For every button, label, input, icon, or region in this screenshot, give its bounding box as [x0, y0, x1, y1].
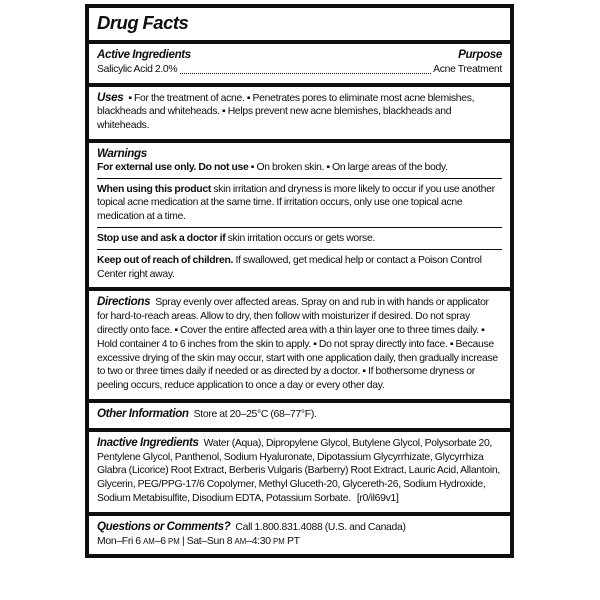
- active-ingredient-name: Salicylic Acid 2.0%: [97, 63, 178, 75]
- questions-hours: [97, 535, 502, 549]
- directions-section: [89, 291, 510, 399]
- inactive-ingredients-paragraph: [97, 436, 502, 506]
- warnings-keep-out-lead: Keep out of reach of children.: [97, 254, 236, 266]
- warnings-external-use: [97, 161, 502, 175]
- purpose-heading: Purpose: [458, 48, 502, 61]
- directions-heading: Directions: [97, 295, 151, 309]
- lot-code: [r0/il69v1]: [356, 492, 399, 504]
- other-information-paragraph: [97, 407, 502, 422]
- hours-weekend: | Sat–Sun 8: [179, 535, 235, 547]
- uses-paragraph: [97, 91, 502, 133]
- hours-dash-2: –4:30: [246, 535, 274, 547]
- warnings-when-using: [97, 183, 502, 224]
- questions-heading: Questions or Comments?: [97, 519, 231, 533]
- inactive-ingredients-body: Water (Aqua), Dipropylene Glycol, Butylene Glycol, Polysorbate 20, Pentylene Glycol, Panthenol, Sodium Hyaluronate, Dipotassium Glycyrrhizate, Glycyrrhiza Glabra (Licorice) Root Extract, Berberis Vulgaris (Barberry) Root Extract, Lauric Acid, Allantoin, Glycerin, PEG/PPG-17/6 Copolymer, Methyl Gluceth-20, Glycereth-26, Sodium Hydroxide, Sodium Metabisulfite, Disodium EDTA, Potassium Sorbate.: [97, 437, 500, 504]
- drug-facts-label: [85, 4, 514, 558]
- warnings-heading: Warnings: [97, 146, 147, 160]
- hours-pm-1: PM: [168, 536, 180, 546]
- warnings-when-using-lead: When using this product: [97, 183, 214, 195]
- questions-phone: Call 1.800.831.4088 (U.S. and Canada): [235, 521, 406, 533]
- uses-body: ▪ For the treatment of acne. ▪ Penetrates pores to eliminate most acne blemishes, blackheads and whiteheads. ▪ Helps prevent new acne blemishes, blackheads and whiteheads.: [97, 92, 475, 132]
- other-information-heading: Other Information: [97, 406, 189, 420]
- other-information-body: Store at 20–25°C (68–77°F).: [193, 408, 317, 420]
- warnings-stop-use-lead: Stop use and ask a doctor if: [97, 232, 228, 244]
- directions-body: Spray evenly over affected areas. Spray on and rub in with hands or applicator for hard-to-reach areas. Allow to dry, then follow with moisturizer if desired. Do not spray directly onto face. ▪ Cover the entire affected area with a thin layer one to three times daily. ▪ Hold container 4 to 6 inches from the skin to apply. ▪ Do not spray directly into face. ▪ Because excessive drying of the skin may occur, start with one application daily, then gradually increase to two or three times daily if needed or as directed by a doctor. ▪ If bothersome dryness or peeling occurs, reduce application to once a day or every other day.: [97, 297, 498, 392]
- warnings-section: [89, 143, 510, 287]
- directions-paragraph: [97, 295, 502, 393]
- hours-weekday: Mon–Fri 6: [97, 535, 144, 547]
- inactive-ingredients-section: [89, 432, 510, 512]
- warnings-stop-use: [97, 232, 502, 246]
- active-ingredients-heading: Active Ingredients: [97, 48, 191, 61]
- warnings-divider-3: [97, 249, 502, 250]
- warnings-keep-out: [97, 254, 502, 282]
- inactive-ingredients-heading: Inactive Ingredients: [97, 435, 199, 449]
- dotted-leader: [180, 73, 431, 74]
- hours-am-1: AM: [143, 536, 155, 546]
- warnings-divider-2: [97, 227, 502, 228]
- hours-dash-1: –6: [154, 535, 169, 547]
- warnings-stop-use-body: skin irritation occurs or gets worse.: [227, 232, 376, 244]
- other-information-section: [89, 403, 510, 428]
- questions-section: [89, 516, 510, 555]
- active-ingredients-header-row: [97, 48, 502, 62]
- active-ingredient-row: [97, 63, 502, 77]
- drug-facts-title: Drug Facts: [97, 12, 189, 33]
- title-section: [89, 8, 510, 40]
- hours-timezone: PT: [284, 535, 300, 547]
- warnings-external-use-body: ▪ On broken skin. ▪ On large areas of the body.: [250, 161, 448, 173]
- warnings-external-use-lead: For external use only. Do not use: [97, 161, 251, 173]
- warnings-when-using-body: skin irritation and dryness is more likely to occur if you use another topical acne medication at the same time. If irritation occurs, only use one topical acne medication at a time.: [97, 183, 495, 223]
- warnings-divider-1: [97, 178, 502, 179]
- uses-section: [89, 87, 510, 139]
- active-ingredient-purpose: Acne Treatment: [433, 63, 502, 75]
- uses-heading: Uses: [97, 90, 124, 104]
- hours-am-2: AM: [234, 536, 247, 546]
- active-ingredients-section: [89, 44, 510, 83]
- questions-paragraph: [97, 520, 502, 535]
- warnings-keep-out-body: If swallowed, get medical help or contact a Poison Control Center right away.: [97, 254, 482, 280]
- hours-pm-2: PM: [273, 536, 285, 546]
